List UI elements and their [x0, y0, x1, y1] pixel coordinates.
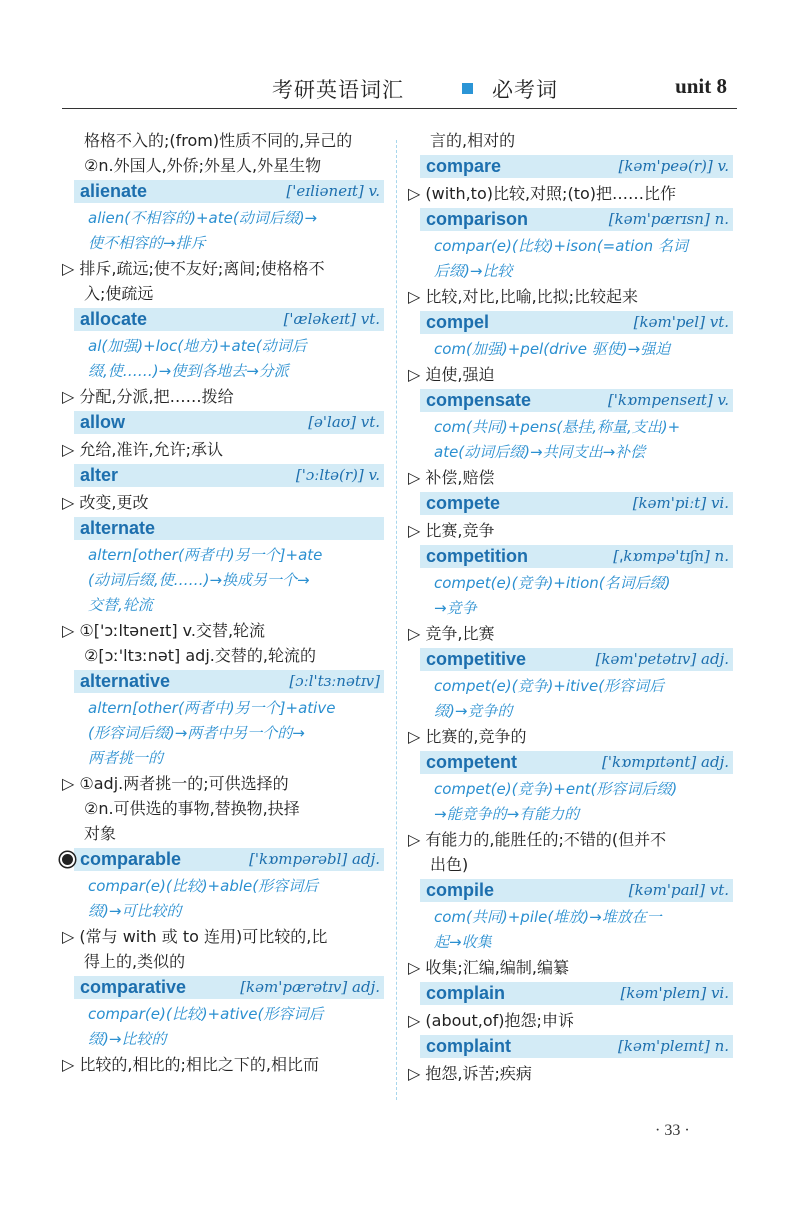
headword: competent [426, 752, 518, 772]
phonetic: [kəm'pærɪsn] n. [608, 210, 729, 228]
left-column [62, 128, 384, 1077]
etymology-line: ate(动词后缀)→共同支出→补偿 [434, 443, 646, 461]
definition-line: 得上的,类似的 [84, 952, 186, 971]
etymology-line: 缀)→比较的 [88, 1030, 167, 1048]
phonetic: [ˌkɒmpə'tɪʃn] n. [613, 547, 729, 565]
etymology-line: 缀)→竞争的 [434, 702, 513, 720]
headword-bar [420, 389, 733, 412]
definition-line: ▷ 改变,更改 [62, 493, 149, 512]
etymology-line: compet(e)(竞争)+ition(名词后缀) [434, 574, 671, 592]
definition-line: ▷ 比较,对比,比喻,比拟;比较起来 [408, 287, 639, 306]
headword: comparison [426, 209, 529, 229]
headword-bar [74, 517, 384, 540]
definition-line: ▷ 收集;汇编,编制,编纂 [408, 958, 569, 977]
headword-bar [74, 670, 384, 693]
headword: complain [426, 983, 506, 1003]
definition-line: ▷ 分配,分派,把……拨给 [62, 387, 234, 406]
etymology-line: 缀,使……)→使到各地去→分派 [88, 362, 289, 380]
etymology-line: altern[other(两者中)另一个]+ative [88, 699, 336, 717]
phonetic: ['æləkeɪt] vt. [283, 310, 380, 328]
phonetic: ['eɪliəneɪt] v. [286, 182, 380, 200]
etymology-line: →竞争 [434, 599, 477, 617]
headword: compile [426, 880, 495, 900]
continued-definition: ②n.外国人,外侨;外星人,外星生物 [84, 156, 322, 175]
etymology-line: 起→收集 [434, 933, 492, 951]
etymology-line: compar(e)(比较)+able(形容词后 [88, 877, 319, 895]
etymology-line: →能竞争的→有能力的 [434, 805, 580, 823]
headword-bar [74, 180, 384, 203]
definition-line: ▷ 比赛,竞争 [408, 521, 495, 540]
square-bullet-icon [462, 83, 473, 94]
headword: compete [426, 493, 501, 513]
headword-bar [74, 308, 384, 331]
headword: alter [80, 465, 119, 485]
etymology-line: al(加强)+loc(地方)+ate(动词后 [88, 337, 307, 355]
etymology-line: 两者挑一的 [88, 749, 164, 767]
headword: comparative [80, 977, 187, 997]
phonetic: [kəm'paɪl] vt. [628, 881, 729, 899]
headword-bar [420, 208, 733, 231]
continued-definition: 格格不入的;(from)性质不同的,异己的 [84, 131, 353, 150]
etymology-line: (形容词后缀)→两者中另一个的→ [88, 724, 305, 742]
headword-bar [420, 648, 733, 671]
phonetic: [kəm'pleɪn] vi. [620, 984, 729, 1002]
headword: allow [80, 412, 126, 432]
etymology-line: com(加强)+pel(drive 驱使)→强迫 [434, 340, 671, 358]
headword: compel [426, 312, 490, 332]
headword-bar [420, 311, 733, 334]
etymology-line: alien(不相容的)+ate(动词后缀)→ [88, 209, 318, 227]
etymology-line: com(共同)+pile(堆放)→堆放在一 [434, 908, 662, 926]
etymology-line: com(共同)+pens(悬挂,称量,支出)+ [434, 418, 681, 436]
etymology-line: (动词后缀,使……)→换成另一个→ [88, 571, 310, 589]
column-divider [396, 140, 397, 1100]
definition-line: ▷ 补偿,赔偿 [408, 468, 495, 487]
etymology-line: compet(e)(竞争)+itive(形容词后 [434, 677, 665, 695]
definition-line: ▷ ①adj.两者挑一的;可供选择的 [62, 774, 289, 793]
headword-bar [74, 976, 384, 999]
phonetic: ['kɒmpenseɪt] v. [607, 391, 729, 409]
phonetic: [kəm'piːt] vi. [632, 494, 729, 512]
headword: comparable [80, 849, 182, 869]
definition-line: 入;使疏远 [84, 284, 154, 303]
definition-line: ②n.可供选的事物,替换物,抉择 [84, 799, 300, 818]
phonetic: [ə'laʊ] vt. [308, 413, 380, 431]
definition-line: ▷ 竞争,比赛 [408, 624, 495, 643]
etymology-line: compar(e)(比较)+ison(=ation 名词 [434, 237, 688, 255]
etymology-line: 后缀)→比较 [434, 262, 513, 280]
etymology-line: 交替,轮流 [88, 596, 153, 614]
etymology-line: 使不相容的→排斥 [88, 234, 206, 252]
headword: alternative [80, 671, 171, 691]
headword: compensate [426, 390, 532, 410]
definition-line: ②[ɔː'ltɜːnət] adj.交替的,轮流的 [84, 646, 316, 665]
continued-definition: 言的,相对的 [430, 131, 516, 150]
headword-bar [420, 982, 733, 1005]
definition-line: ▷ 排斥,疏远;使不友好;离间;使格格不 [62, 259, 325, 278]
headword: competitive [426, 649, 527, 669]
definition-line: 出色) [430, 855, 469, 874]
headword: alienate [80, 181, 148, 201]
headword-bar [420, 879, 733, 902]
phonetic: ['kɒmpərəbl] adj. [249, 850, 380, 868]
headword-bar [74, 848, 384, 871]
etymology-line: compet(e)(竞争)+ent(形容词后缀) [434, 780, 678, 798]
etymology-line: altern[other(两者中)另一个]+ate [88, 546, 323, 564]
phonetic: [kəm'petətɪv] adj. [595, 650, 729, 668]
headword-bar [420, 492, 733, 515]
etymology-line: 缀)→可比较的 [88, 902, 182, 920]
headword: competition [426, 546, 528, 566]
etymology-line: compar(e)(比较)+ative(形容词后 [88, 1005, 324, 1023]
definition-line: ▷ 抱怨,诉苦;疾病 [408, 1064, 532, 1083]
page-number: · 33 · [655, 1122, 690, 1139]
definition-line: ▷ 迫使,强迫 [408, 365, 495, 384]
right-column [408, 128, 733, 1086]
headword-bar [74, 411, 384, 434]
phonetic: [kəm'pleɪnt] n. [618, 1037, 729, 1055]
key-word-bullet-icon [60, 852, 75, 867]
definition-line: ▷ 有能力的,能胜任的;不错的(但并不 [408, 830, 667, 849]
phonetic: ['ɔːltə(r)] v. [295, 466, 380, 484]
headword-bar [420, 155, 733, 178]
definition-line: ▷ ①['ɔːltəneɪt] v.交替,轮流 [62, 621, 266, 640]
headword-bar [420, 545, 733, 568]
phonetic: [kəm'pel] vt. [633, 313, 729, 331]
definition-line: ▷ 允给,准许,允许;承认 [62, 440, 223, 459]
phonetic: [kəm'peə(r)] v. [618, 157, 729, 175]
headword-bar [420, 751, 733, 774]
headword: compare [426, 156, 502, 176]
phonetic: ['kɒmpɪtənt] adj. [602, 753, 729, 771]
definition-line: ▷ (常与 with 或 to 连用)可比较的,比 [62, 927, 328, 946]
book-title: 考研英语词汇 [272, 78, 404, 102]
unit-label: unit 8 [675, 74, 727, 98]
definition-line: ▷ 比较的,相比的;相比之下的,相比而 [62, 1055, 319, 1074]
definition-line: ▷ (about,of)抱怨;申诉 [408, 1011, 574, 1030]
definition-line: 对象 [84, 824, 117, 843]
phonetic: [kəm'pærətɪv] adj. [240, 978, 380, 996]
headword: complaint [426, 1036, 512, 1056]
definition-line: ▷ 比赛的,竞争的 [408, 727, 527, 746]
definition-line: ▷ (with,to)比较,对照;(to)把……比作 [408, 184, 676, 203]
phonetic: [ɔːl'tɜːnətɪv] [289, 672, 380, 690]
headword: alternate [80, 518, 156, 538]
headword-bar [420, 1035, 733, 1058]
headword: allocate [80, 309, 148, 329]
headword-bar [74, 464, 384, 487]
section-title: 必考词 [492, 78, 558, 102]
page-header [62, 70, 737, 109]
